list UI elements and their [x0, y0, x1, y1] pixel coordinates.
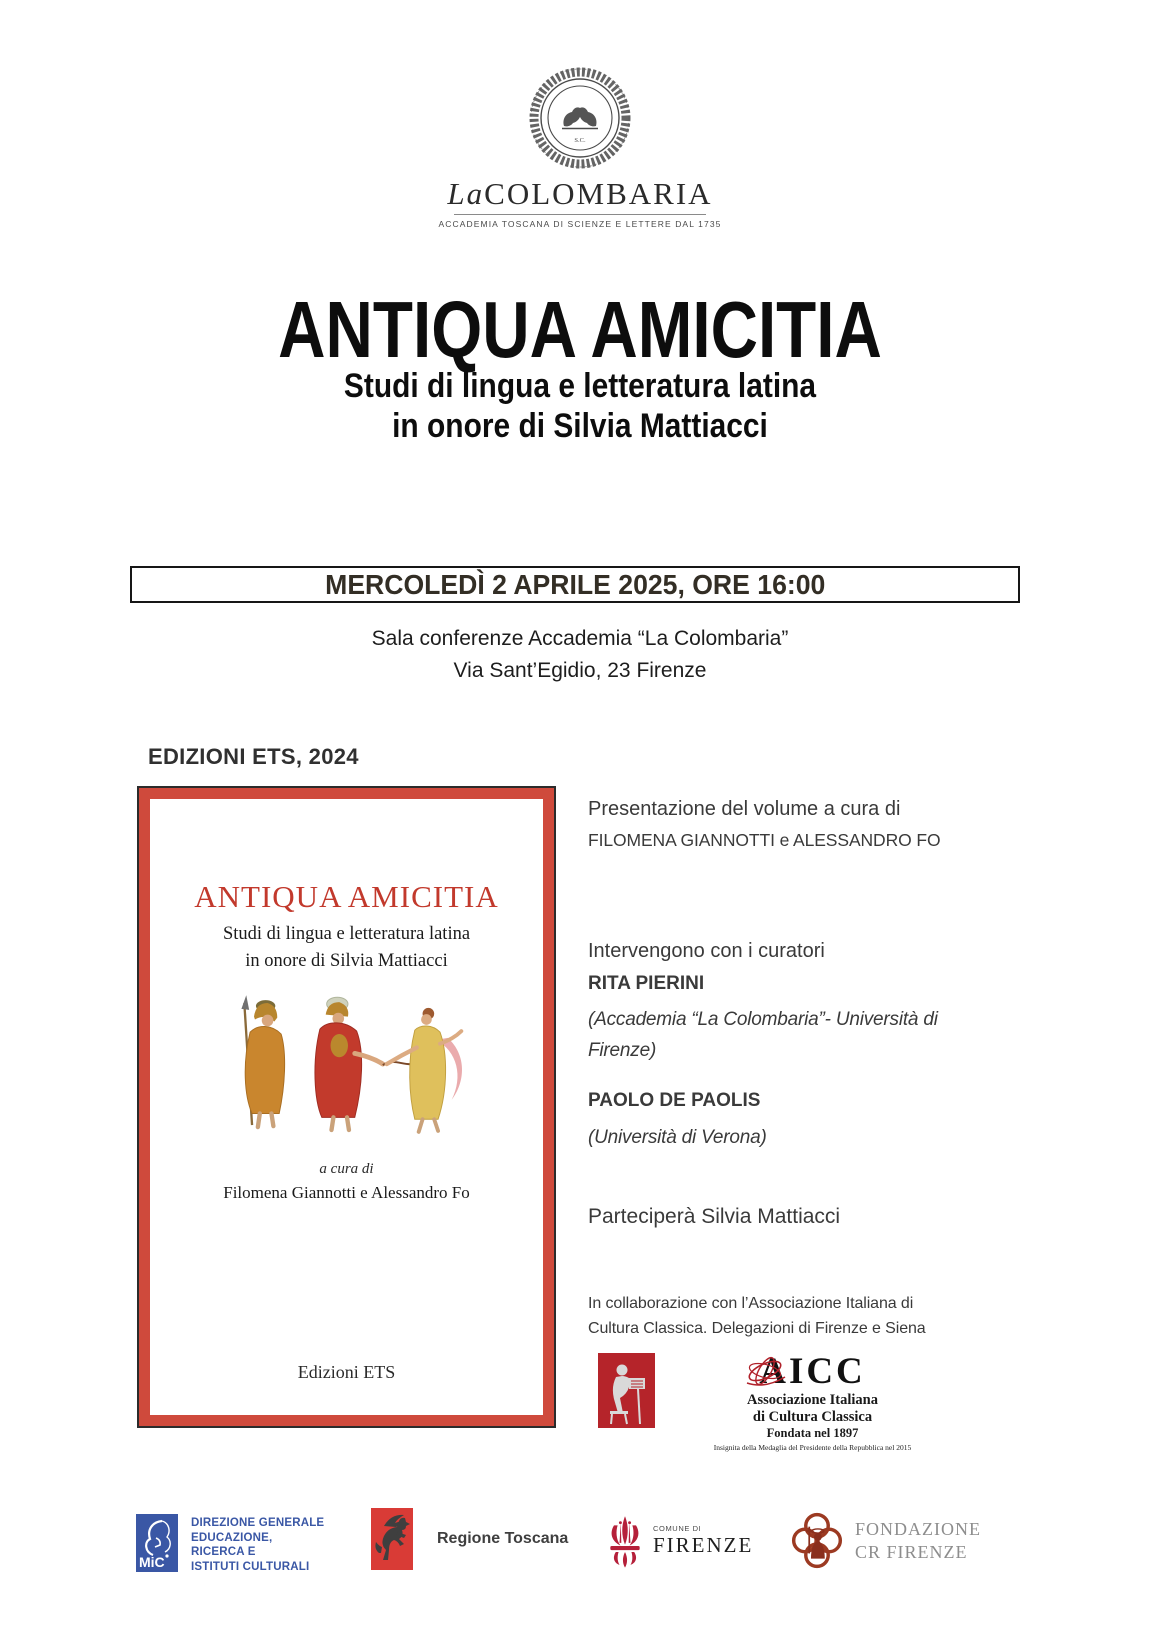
presentation-intro: Presentazione del volume a cura di — [588, 798, 901, 820]
colombaria-wordmark — [0, 176, 1160, 212]
aicc-acronym-wrap — [759, 1353, 866, 1391]
pegasus-icon — [371, 1508, 413, 1570]
regione-toscana-logo-group — [371, 1508, 568, 1570]
poster-subtitle — [70, 366, 1091, 446]
comune-di-label: COMUNE DI — [653, 1524, 702, 1533]
book-cover-illustration — [150, 991, 543, 1141]
mic-logo-icon — [136, 1514, 178, 1572]
speaker1-affiliation — [588, 1004, 938, 1066]
laurel-wreath-doves-icon — [510, 66, 650, 174]
event-datetime: MERCOLEDÌ 2 APRILE 2025, ORE 16:00 — [324, 568, 826, 600]
fondazione-cr-labels — [855, 1518, 981, 1564]
book-publisher: Edizioni ETS — [297, 1362, 396, 1382]
association-logos — [588, 1351, 968, 1452]
wordmark-main: COLOMBARIA — [484, 176, 713, 211]
comune-firenze-logo-group — [603, 1514, 753, 1568]
program-column — [588, 786, 968, 1452]
header-rule — [454, 214, 706, 215]
poster-subtitle-line1: Studi di lingua e letteratura latina — [343, 367, 817, 405]
comune-firenze-labels — [653, 1524, 753, 1558]
book-curated-by-label: a cura di — [319, 1161, 374, 1177]
mic-dept-line1: DIREZIONE GENERALE — [191, 1517, 325, 1529]
collaboration-note — [588, 1291, 926, 1341]
aicc-name-line2: di Cultura Classica — [752, 1409, 873, 1425]
book-cover — [137, 786, 556, 1428]
book-cover-inner — [150, 799, 543, 1415]
book-cover-subtitle — [150, 921, 543, 975]
fondazione-line1: FONDAZIONE — [855, 1518, 981, 1539]
book-cover-subtitle-line1: Studi di lingua e letteratura latina — [222, 924, 471, 944]
mic-department — [191, 1514, 324, 1574]
event-venue — [0, 623, 1160, 687]
aicc-name-line1: Associazione Italiana — [747, 1392, 878, 1408]
event-date-box — [130, 566, 1020, 603]
speaker1-name: RITA PIERINI — [588, 973, 705, 994]
quatrefoil-saint-icon — [791, 1512, 843, 1569]
wordmark-prefix: La — [447, 176, 485, 211]
fondazione-cr-logo-group — [791, 1512, 981, 1569]
book-cover-title: ANTIQUA AMICITIA — [194, 879, 499, 914]
aicc-wreath-icon — [743, 1349, 789, 1401]
scribe-logo — [598, 1353, 655, 1433]
speaker2-affiliation: (Università di Verona) — [588, 1127, 767, 1148]
speaker1-affiliation-line2: Firenze) — [588, 1040, 657, 1061]
mic-abbr: MiC — [139, 1554, 165, 1570]
book-cover-subtitle-line2: in onore di Silvia Mattiacci — [245, 951, 448, 971]
fondazione-line2: CR FIRENZE — [855, 1541, 968, 1562]
colombaria-emblem — [0, 66, 1160, 174]
aicc-founded: Fondata nel 1897 — [766, 1426, 859, 1440]
collaboration-line1: In collaborazione con l’Associazione Italiana di — [588, 1295, 914, 1312]
event-venue-name: Sala conferenze Accademia “La Colombaria” — [371, 627, 789, 650]
seated-scribe-icon — [598, 1353, 655, 1428]
mic-logo-group — [136, 1514, 324, 1574]
event-address: Via Sant’Egidio, 23 Firenze — [453, 659, 707, 682]
mic-dept-line2: EDUCAZIONE, — [191, 1531, 273, 1544]
mic-dept-line3: RICERCA E — [191, 1546, 256, 1558]
aicc-acronym: AICC — [759, 1351, 866, 1392]
speaker2-name: PAOLO DE PAOLIS — [588, 1090, 761, 1111]
academy-tagline: ACCADEMIA TOSCANA DI SCIENZE E LETTERE DAL 1735 — [438, 219, 722, 229]
presenters: FILOMENA GIANNOTTI e ALESSANDRO FO — [588, 830, 941, 850]
book-curators: Filomena Giannotti e Alessandro Fo — [223, 1183, 470, 1202]
florence-lily-icon — [603, 1514, 647, 1568]
speaker1-affiliation-line1: (Accademia “La Colombaria”- Università di — [588, 1009, 938, 1030]
poster-subtitle-line2: in onore di Silvia Mattiacci — [392, 407, 768, 445]
mic-dept-line4: ISTITUTI CULTURALI — [191, 1560, 310, 1573]
participant-note: Parteciperà Silvia Mattiacci — [588, 1205, 841, 1228]
aicc-logo — [685, 1353, 940, 1452]
regione-toscana-label: Regione Toscana — [437, 1530, 569, 1547]
aicc-medal-note: Insignita della Medaglia del Presidente della Repubblica nel 2015 — [713, 1443, 912, 1452]
poster-title: ANTIQUA AMICITIA — [278, 285, 882, 374]
speakers-intro: Intervengono con i curatori — [588, 940, 825, 962]
classical-figures-illustration — [192, 991, 502, 1141]
emblem-caption: S.C. — [574, 137, 586, 144]
firenze-label: FIRENZE — [653, 1533, 754, 1557]
collaboration-line2: Cultura Classica. Delegazioni di Firenze e Siena — [588, 1320, 926, 1337]
edition-label: EDIZIONI ETS, 2024 — [148, 744, 359, 769]
